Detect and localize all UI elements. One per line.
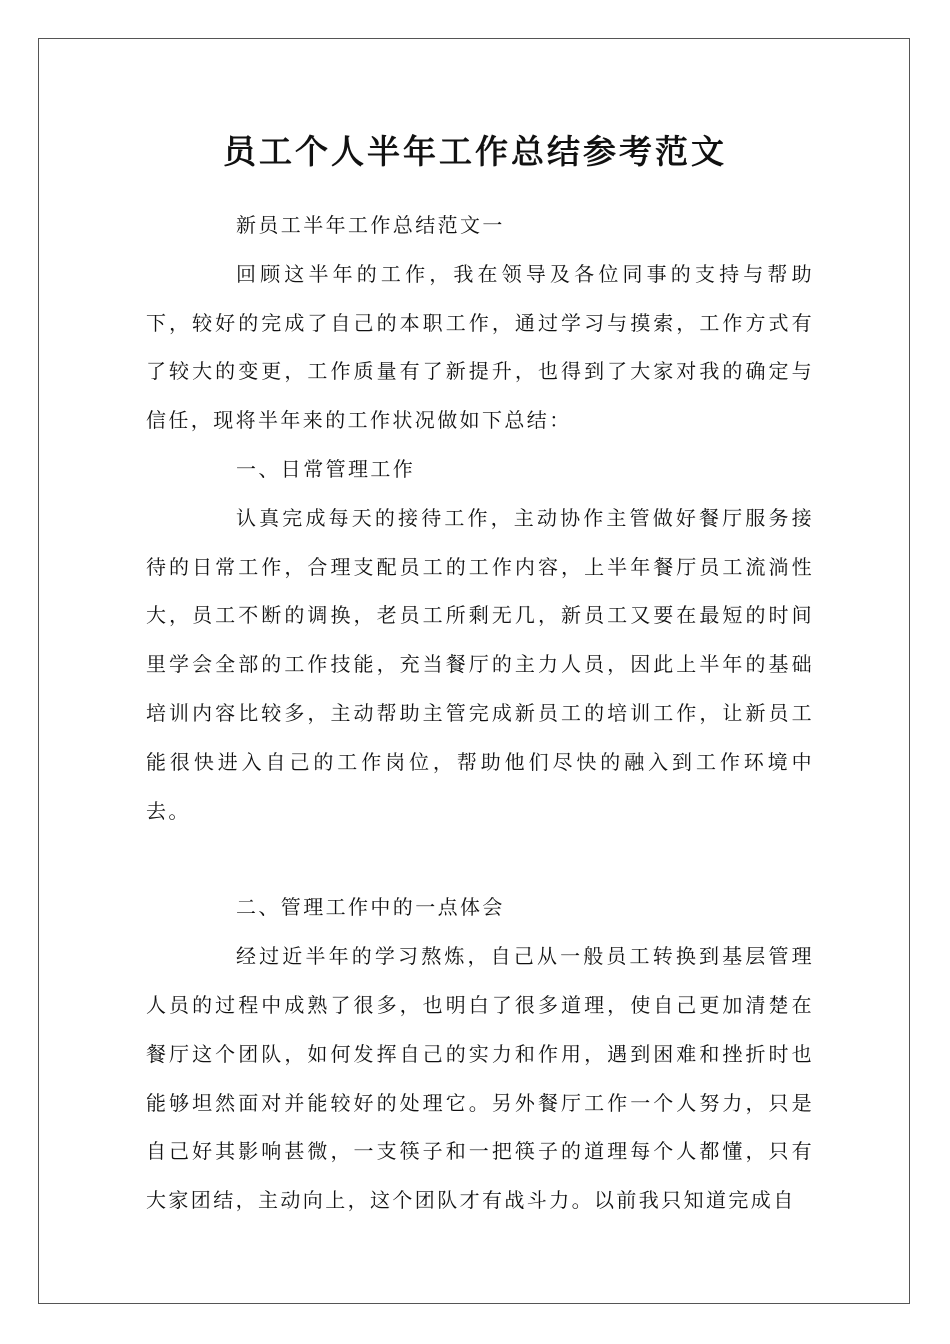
document-title: 员工个人半年工作总结参考范文 xyxy=(223,132,727,171)
section-heading-daily-management: 一、日常管理工作 xyxy=(236,456,416,481)
subtitle-paragraph: 新员工半年工作总结范文一 xyxy=(236,213,505,237)
document-body xyxy=(146,201,814,1225)
section-heading-management-insights: 二、管理工作中的一点体会 xyxy=(236,895,505,920)
daily-management-paragraph: 认真完成每天的接待工作，主动协作主管做好餐厅服务接待的日常工作，合理支配员工的工作内容，上半年餐厅员工流淌性大，员工不断的调换，老员工所剩无几，新员工又要在最短的时间里学会全部的工作技能，充当餐厅的主力人员，因此上半年的基础培训内容比较多，主动帮助主管完成新员工的培训工作，让新员工能很快进入自己的工作岗位，帮助他们尽快的融入到工作环境中去。 xyxy=(146,505,814,823)
intro-paragraph: 回顾这半年的工作，我在领导及各位同事的支持与帮助下，较好的完成了自己的本职工作，通过学习与摸索，工作方式有了较大的变更，工作质量有了新提升，也得到了大家对我的确定与信任，现将半年来的工作状况做如下总结： xyxy=(146,261,814,433)
management-insights-paragraph: 经过近半年的学习熬炼，自己从一般员工转换到基层管理人员的过程中成熟了很多，也明白了很多道理，使自己更加清楚在餐厅这个团队，如何发挥自己的实力和作用，遇到困难和挫折时也能够坦然面对并能较好的处理它。另外餐厅工作一个人努力，只是自己好其影响甚微，一支筷子和一把筷子的道理每个人都懂，只有大家团结，主动向上，这个团队才有战斗力。以前我只知道完成自 xyxy=(146,944,814,1213)
